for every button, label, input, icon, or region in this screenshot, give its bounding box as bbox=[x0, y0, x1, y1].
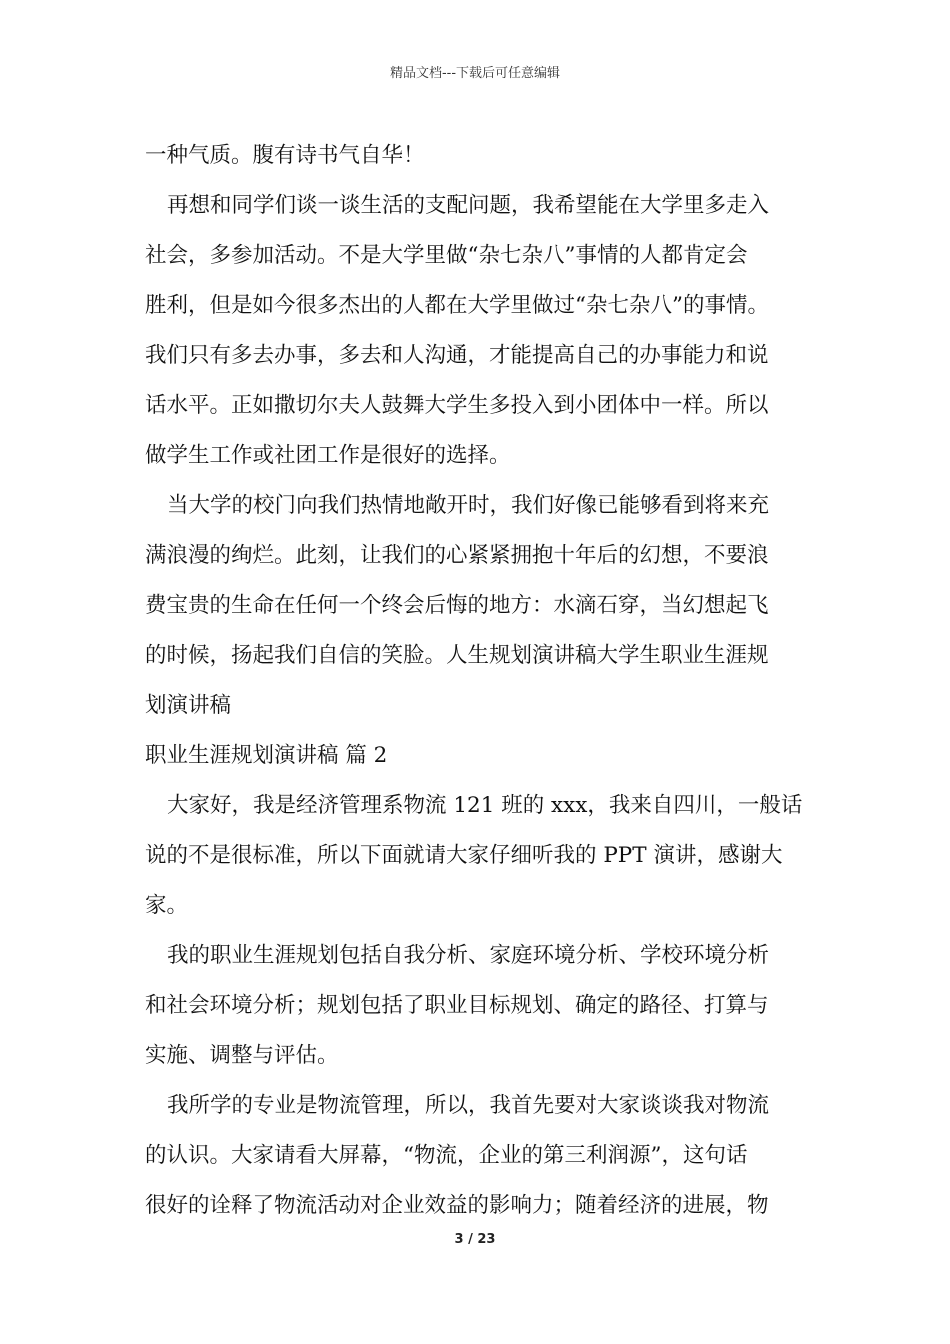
text-line: 费宝贵的生命在任何一个终会后悔的地方：水滴石穿，当幻想起飞 bbox=[145, 593, 769, 618]
text-line: 的时候，扬起我们自信的笑脸。人生规划演讲稿大学生职业生涯规 bbox=[145, 643, 769, 668]
text-line: 划演讲稿 bbox=[145, 693, 232, 718]
text-line: 和社会环境分析；规划包括了职业目标规划、确定的路径、打算与 bbox=[145, 993, 769, 1018]
text-line: 实施、调整与评估。 bbox=[145, 1043, 339, 1068]
page-number: 3 / 23 bbox=[454, 1232, 496, 1247]
text-line: 很好的诠释了物流活动对企业效益的影响力；随着经济的进展，物 bbox=[145, 1193, 769, 1218]
text-line: 当大学的校门向我们热情地敞开时，我们好像已能够看到将来充 bbox=[167, 493, 770, 518]
text-line: 的认识。大家请看大屏幕，“物流，企业的第三利润源”，这句话 bbox=[145, 1143, 748, 1168]
text-line: 我的职业生涯规划包括自我分析、家庭环境分析、学校环境分析 bbox=[167, 943, 770, 968]
section-heading: 职业生涯规划演讲稿 篇 2 bbox=[145, 743, 388, 768]
text-line: 胜利，但是如今很多杰出的人都在大学里做过“杂七杂八”的事情。 bbox=[145, 293, 769, 318]
text-line: 一种气质。腹有诗书气自华！ bbox=[145, 143, 425, 168]
text-line: 做学生工作或社团工作是很好的选择。 bbox=[145, 443, 511, 468]
text-line: 说的不是很标准，所以下面就请大家仔细听我的 PPT 演讲，感谢大 bbox=[145, 843, 783, 868]
text-line: 家。 bbox=[145, 893, 189, 918]
text-line: 满浪漫的绚烂。此刻，让我们的心紧紧拥抱十年后的幻想，不要浪 bbox=[145, 543, 769, 568]
text-line: 社会，多参加活动。不是大学里做“杂七杂八”事情的人都肯定会 bbox=[145, 243, 748, 268]
page-header: 精品文档---下载后可任意编辑 bbox=[389, 66, 561, 81]
text-line: 大家好，我是经济管理系物流 121 班的 xxx，我来自四川，一般话 bbox=[167, 793, 803, 818]
text-line: 话水平。正如撒切尔夫人鼓舞大学生多投入到小团体中一样。所以 bbox=[145, 393, 769, 418]
document-body bbox=[145, 131, 815, 1231]
text-line: 再想和同学们谈一谈生活的支配问题，我希望能在大学里多走入 bbox=[167, 193, 770, 218]
text-line: 我们只有多去办事，多去和人沟通，才能提高自己的办事能力和说 bbox=[145, 343, 769, 368]
text-line: 我所学的专业是物流管理，所以，我首先要对大家谈谈我对物流 bbox=[167, 1093, 770, 1118]
